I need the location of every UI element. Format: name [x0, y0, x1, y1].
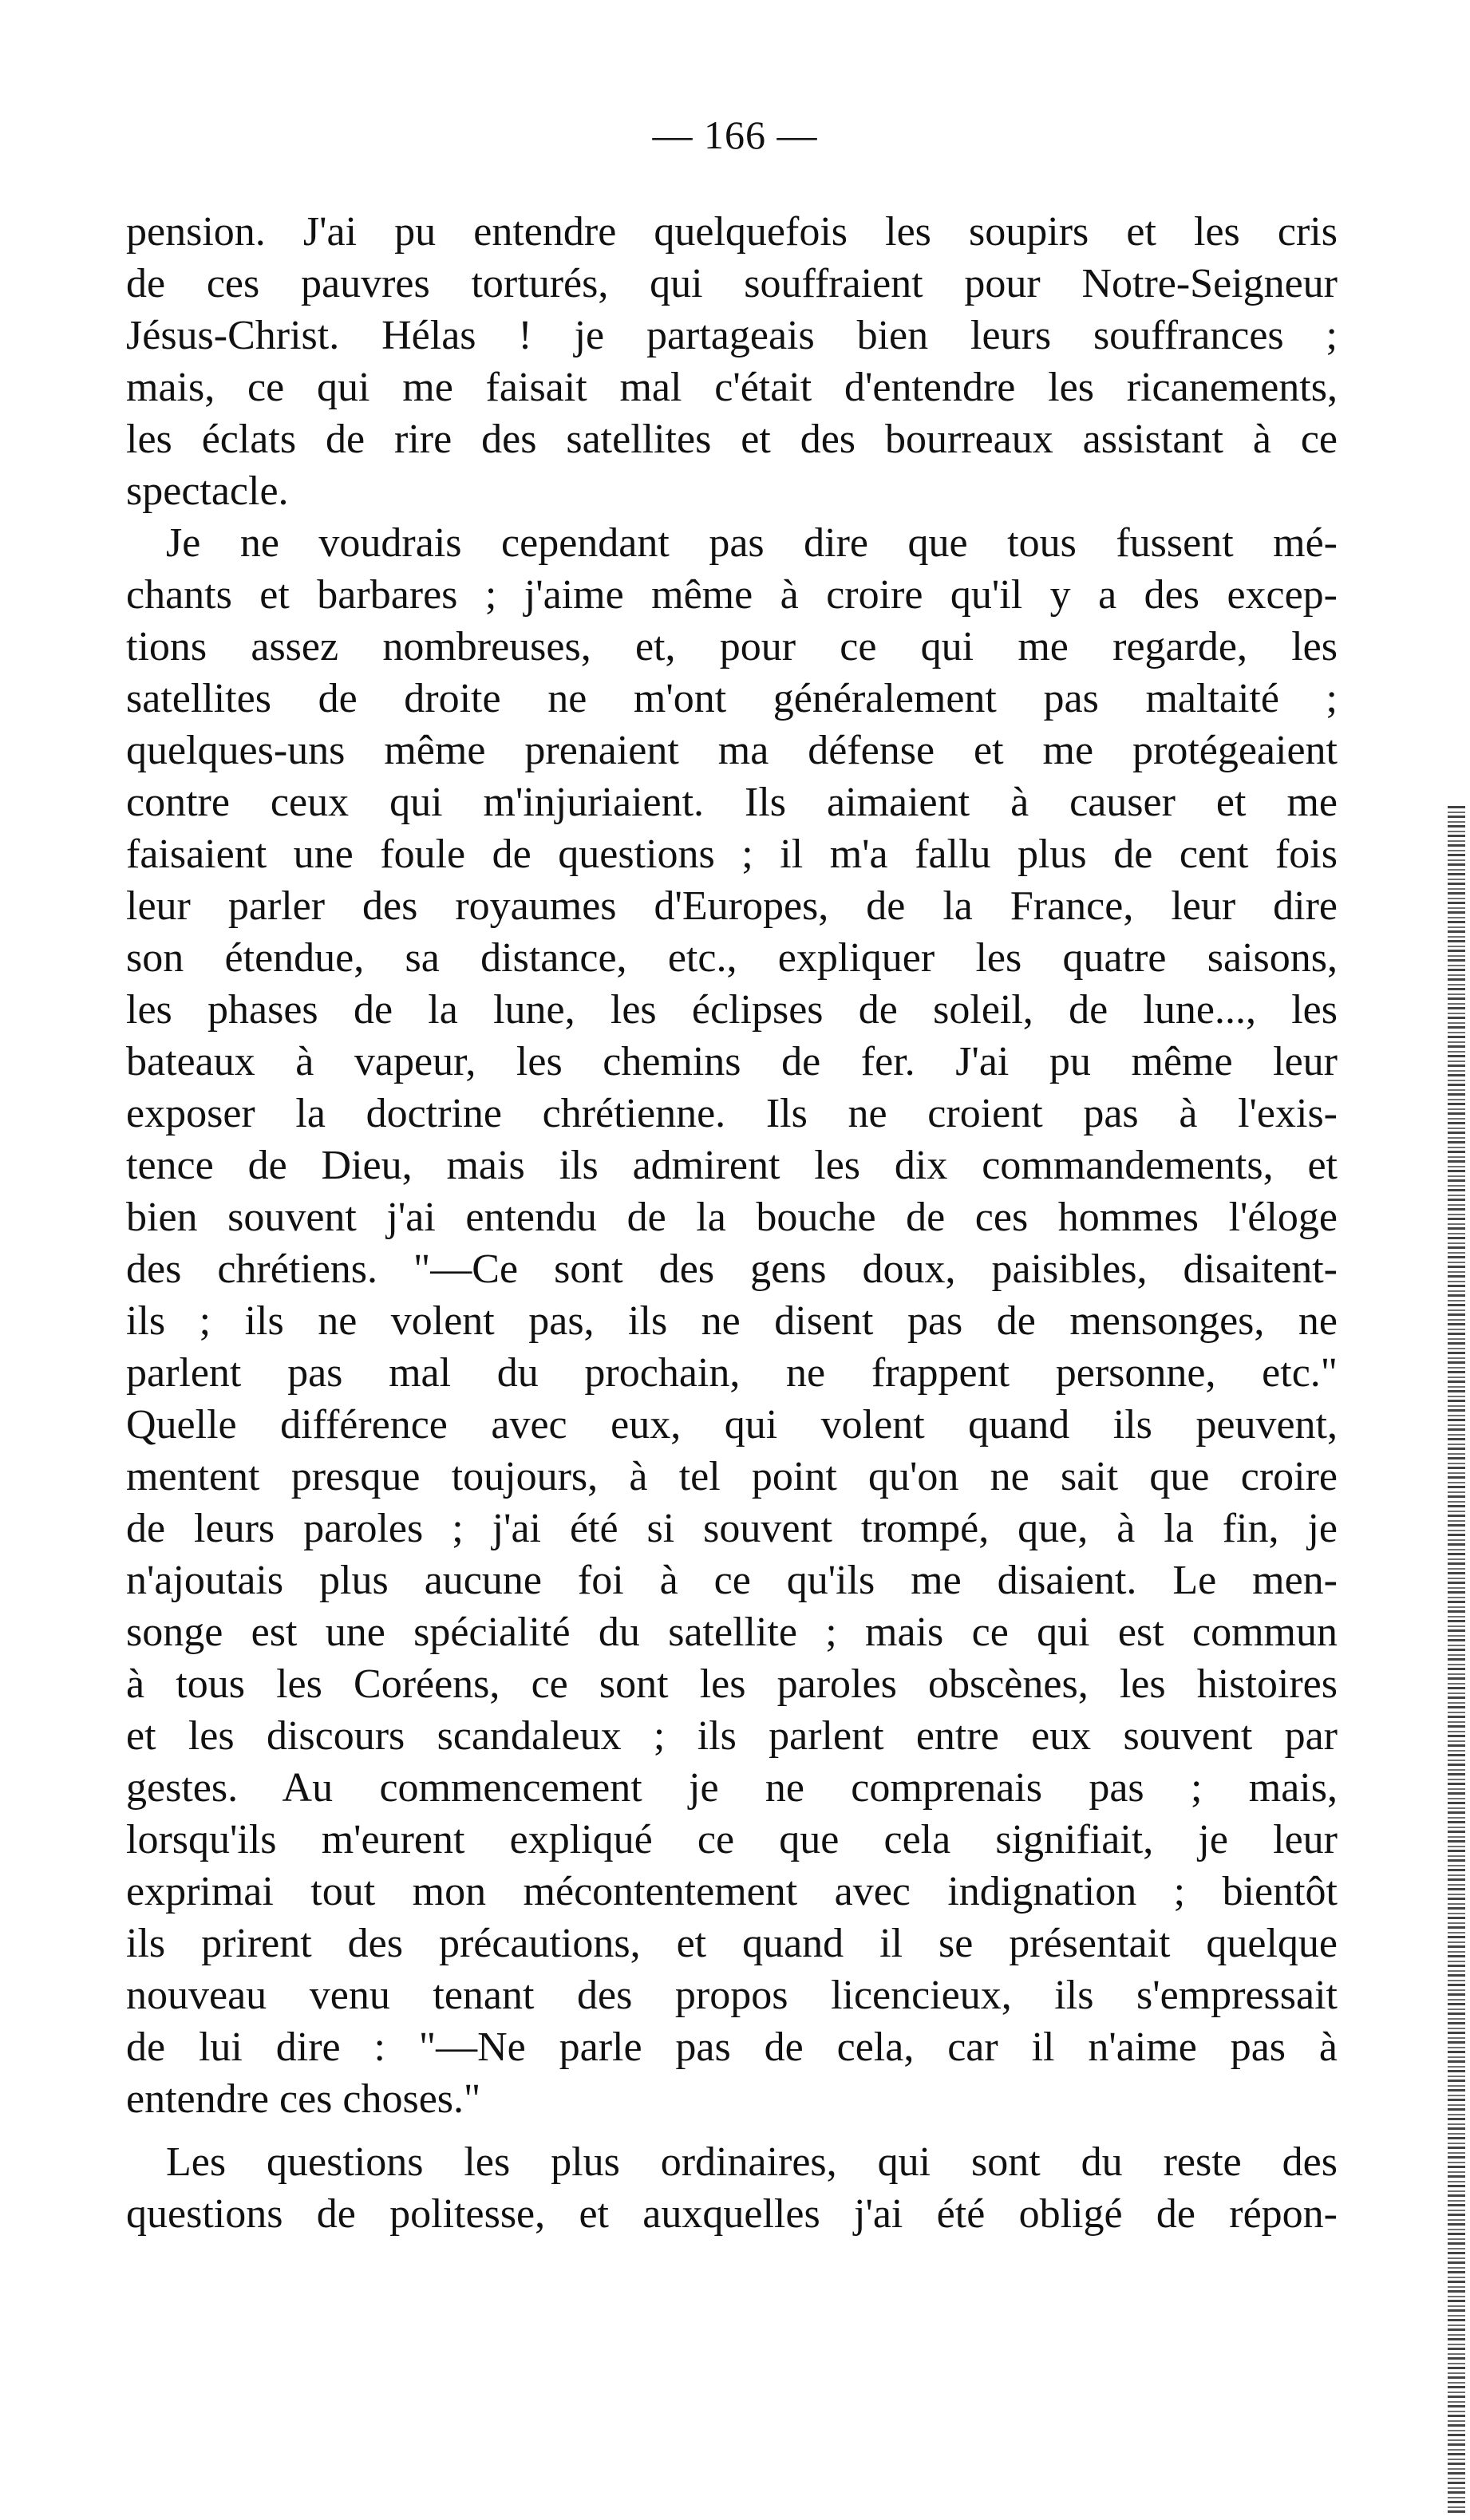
text-line: satellites de droite ne m'ont généralement pas maltaité ; [126, 676, 1338, 721]
text-line: pension. J'ai pu entendre quelquefois les soupirs et les cris [126, 209, 1338, 255]
text-line: spectacle. [126, 468, 289, 514]
text-line: quelques-uns même prenaient ma défense et me protégeaient [126, 728, 1338, 773]
text-line: mentent presque toujours, à tel point qu'on ne sait que croire [126, 1454, 1338, 1499]
text-line: mais, ce qui me faisait mal c'était d'entendre les ricanements, [126, 365, 1338, 410]
text-line: faisaient une foule de questions ; il m'a fallu plus de cent fois [126, 831, 1338, 877]
text-line: Les questions les plus ordinaires, qui sont du reste des [166, 2139, 1338, 2185]
text-line: exposer la doctrine chrétienne. Ils ne croient pas à l'exis- [126, 1091, 1338, 1136]
text-line: ils prirent des précautions, et quand il se présentait quelque [126, 1921, 1338, 1966]
text-line: entendre ces choses." [126, 2076, 481, 2122]
text-line: à tous les Coréens, ce sont les paroles obscènes, les histoires [126, 1661, 1338, 1707]
text-line: son étendue, sa distance, etc., expliquer les quatre saisons, [126, 935, 1338, 981]
text-line: Quelle différence avec eux, qui volent quand ils peuvent, [126, 1402, 1338, 1448]
text-line: lorsqu'ils m'eurent expliqué ce que cela signifiait, je leur [126, 1817, 1338, 1862]
text-line: des chrétiens. "—Ce sont des gens doux, paisibles, disaitent- [126, 1246, 1338, 1292]
text-line: tence de Dieu, mais ils admirent les dix commandements, et [126, 1143, 1338, 1188]
text-line: de ces pauvres torturés, qui souffraient pour Notre-Seigneur [126, 261, 1338, 306]
text-line: nouveau venu tenant des propos licencieux, ils s'empressait [126, 1973, 1338, 2018]
text-line: contre ceux qui m'injuriaient. Ils aimaient à causer et me [126, 780, 1338, 825]
text-line: Je ne voudrais cependant pas dire que tous fussent mé- [166, 520, 1338, 566]
text-line: les éclats de rire des satellites et des bourreaux assistant à ce [126, 417, 1338, 462]
text-line: questions de politesse, et auxquelles j'ai été obligé de répon- [126, 2191, 1338, 2237]
text-line: parlent pas mal du prochain, ne frappent personne, etc." [126, 1350, 1338, 1396]
text-line: exprimai tout mon mécontentement avec indignation ; bientôt [126, 1869, 1338, 1914]
text-line: leur parler des royaumes d'Europes, de la France, leur dire [126, 883, 1338, 929]
text-line: bien souvent j'ai entendu de la bouche de ces hommes l'éloge [126, 1195, 1338, 1240]
text-line: chants et barbares ; j'aime même à croire qu'il y a des excep- [126, 572, 1338, 618]
text-line: les phases de la lune, les éclipses de soleil, de lune..., les [126, 987, 1338, 1033]
text-line: de lui dire : "—Ne parle pas de cela, car il n'aime pas à [126, 2024, 1338, 2070]
text-line: et les discours scandaleux ; ils parlent entre eux souvent par [126, 1713, 1338, 1759]
text-line: de leurs paroles ; j'ai été si souvent trompé, que, à la fin, je [126, 1506, 1338, 1551]
text-line: Jésus-Christ. Hélas ! je partageais bien leurs souffrances ; [126, 313, 1338, 358]
text-line: n'ajoutais plus aucune foi à ce qu'ils me disaient. Le men- [126, 1558, 1338, 1603]
page-number: — 166 — [652, 113, 818, 157]
text-line: bateaux à vapeur, les chemins de fer. J'ai pu même leur [126, 1039, 1338, 1084]
text-line: gestes. Au commencement je ne comprenais pas ; mais, [126, 1765, 1338, 1811]
text-line: ils ; ils ne volent pas, ils ne disent pas de mensonges, ne [126, 1298, 1338, 1344]
text-line: tions assez nombreuses, et, pour ce qui me regarde, les [126, 624, 1338, 669]
page-text [126, 206, 1338, 2240]
text-line: songe est une spécialité du satellite ; mais ce qui est commun [126, 1610, 1338, 1655]
binding-edge-mark [1448, 806, 1465, 2514]
